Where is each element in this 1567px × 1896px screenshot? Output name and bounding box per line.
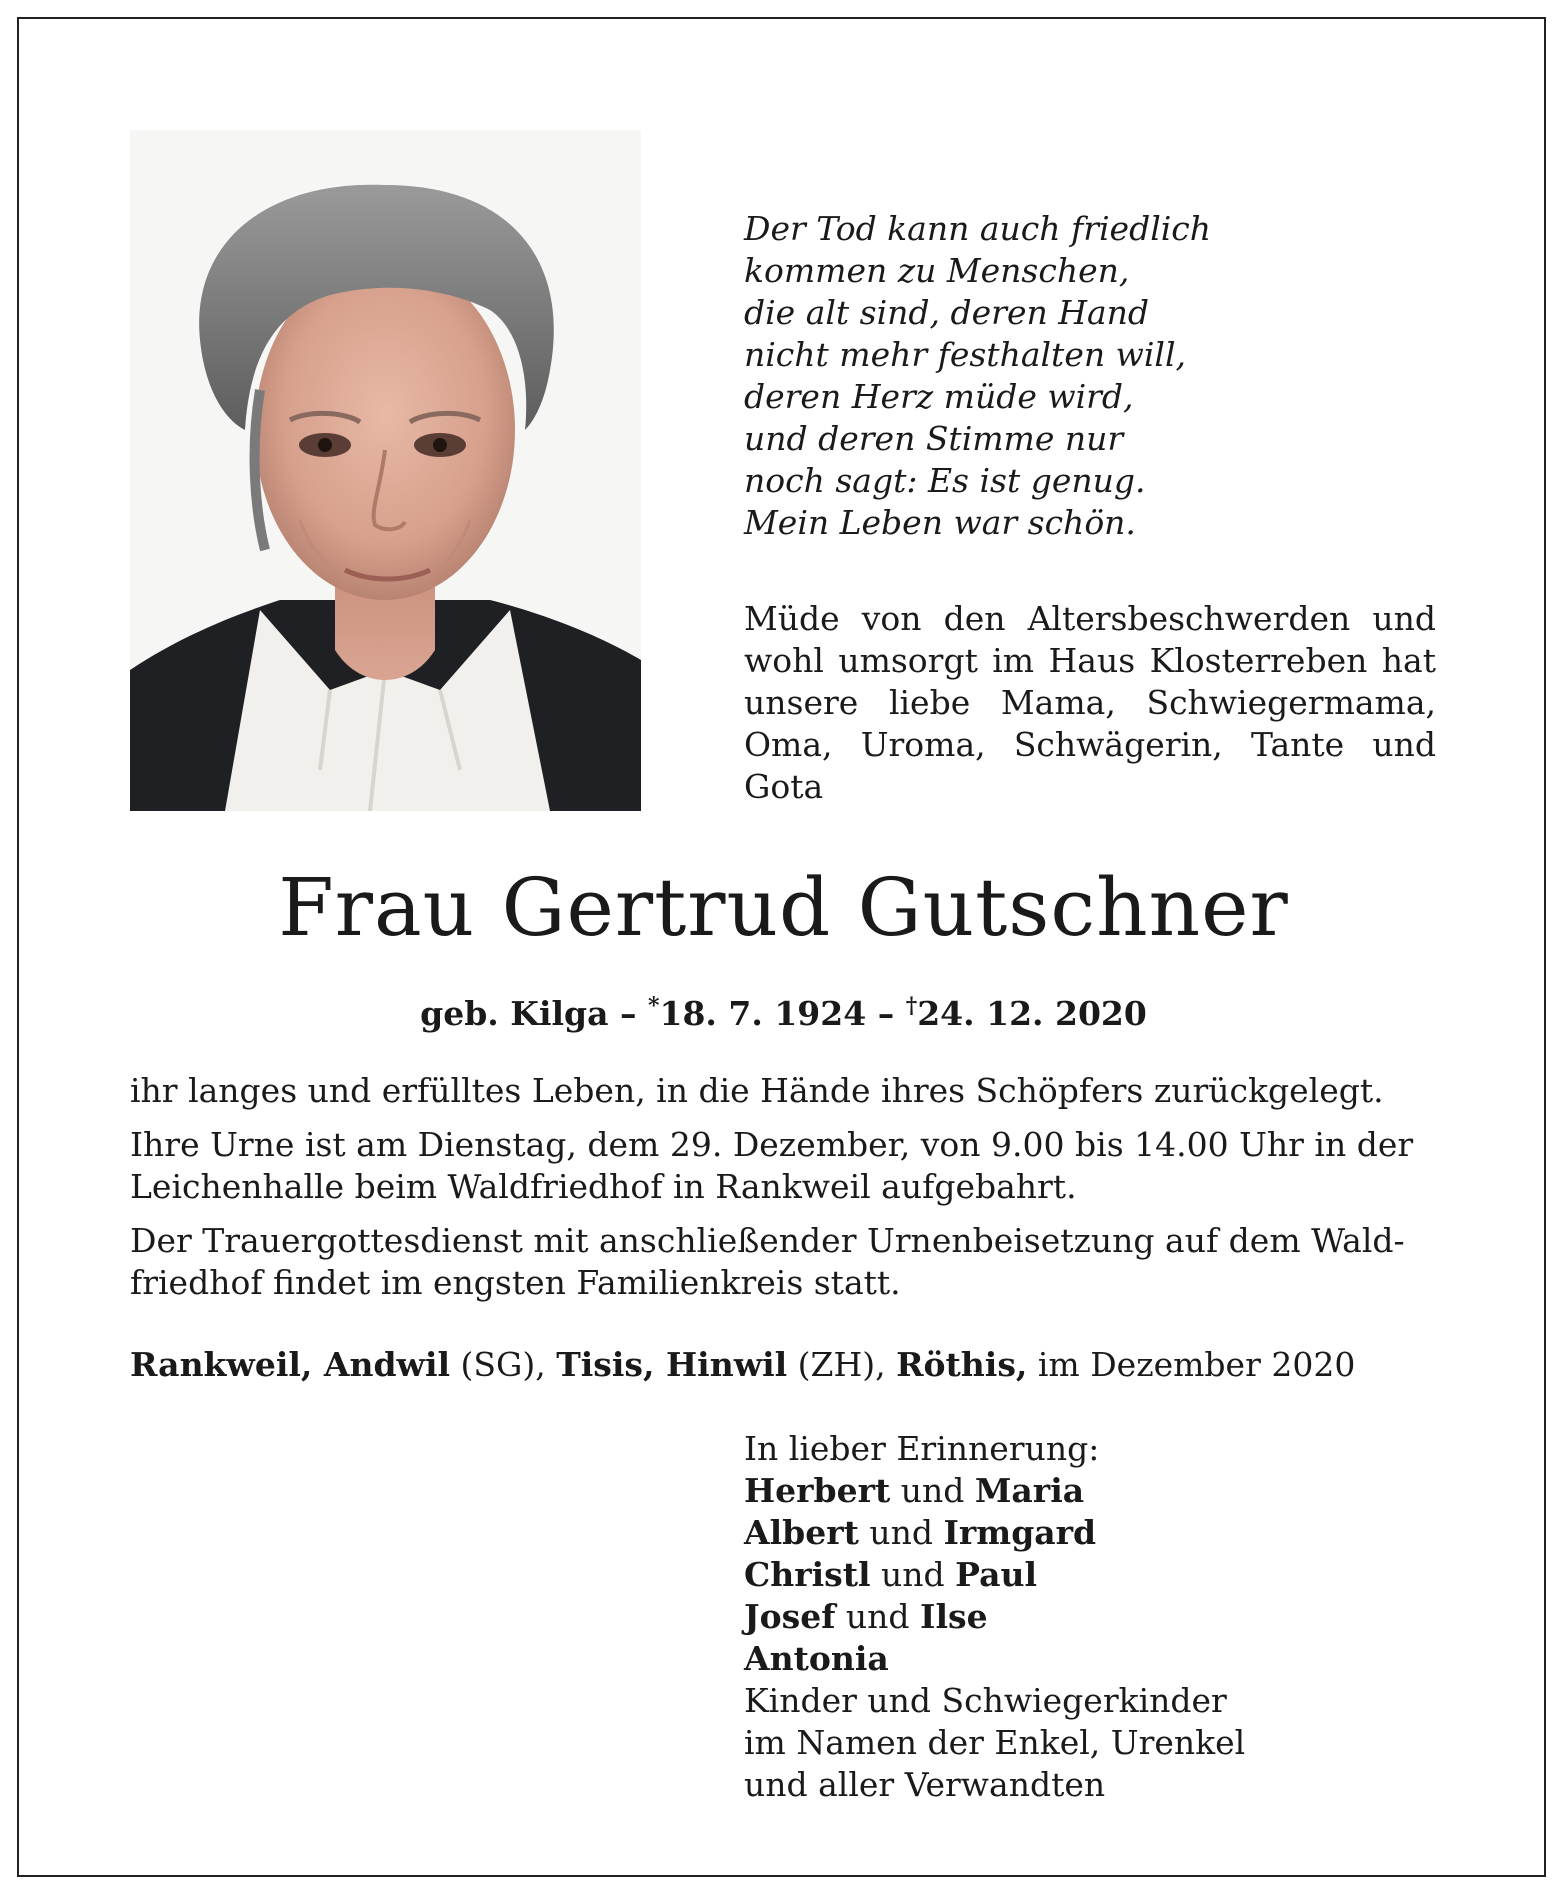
intro-word: Mama, <box>1000 683 1116 722</box>
intro-word: Altersbeschwerden <box>1027 599 1351 638</box>
death-date: 24. 12. 2020 <box>917 994 1147 1033</box>
announcement-body <box>130 1070 1440 1316</box>
poem-line: kommen zu Menschen, <box>744 251 1130 290</box>
intro-word: Klosterreben <box>1149 641 1368 680</box>
intro-word: Haus <box>1048 641 1136 680</box>
family-name: Albert <box>744 1513 859 1552</box>
intro-word: im <box>992 641 1035 680</box>
family-name: Ilse <box>920 1597 988 1636</box>
signoff-tail-line: im Namen der Enkel, Urenkel <box>744 1723 1246 1762</box>
portrait-photo <box>130 130 641 811</box>
body-paragraph <box>130 1070 1440 1112</box>
family-name: Maria <box>974 1471 1085 1510</box>
conjunction: und <box>890 1471 975 1510</box>
intro-word: unsere <box>744 683 859 722</box>
intro-word: und <box>1372 599 1436 638</box>
intro-line <box>744 724 1436 766</box>
intro-word: Oma, <box>744 725 833 764</box>
poem-line: Der Tod kann auch friedlich <box>744 209 1212 248</box>
poem-line: nicht mehr festhalten will, <box>744 335 1186 374</box>
single-name-line <box>744 1638 1444 1680</box>
birth-date: 18. 7. 1924 <box>659 994 867 1033</box>
family-name: Paul <box>955 1555 1038 1594</box>
couple-line <box>744 1554 1444 1596</box>
intro-line <box>744 682 1436 724</box>
maiden-name: geb. Kilga <box>420 994 609 1033</box>
poem <box>744 208 1444 544</box>
couple-line <box>744 1512 1444 1554</box>
death-symbol: † <box>905 993 918 1019</box>
signoff-tail-line: Kinder und Schwiegerkinder <box>744 1681 1227 1720</box>
deceased-name: Frau Gertrud Gutschner <box>278 861 1289 954</box>
body-paragraph <box>130 1220 1440 1304</box>
conjunction: und <box>870 1555 956 1594</box>
family-name: Antonia <box>744 1639 889 1678</box>
signoff-heading: In lieber Erinnerung: <box>744 1429 1100 1468</box>
place-names: Röthis, <box>896 1345 1028 1384</box>
place-names: Rankweil, Andwil <box>130 1345 451 1384</box>
intro-line <box>744 766 1436 808</box>
body-line: Leichenhalle beim Waldfriedhof in Rankweil aufgebahrt. <box>130 1167 1077 1206</box>
family-name: Christl <box>744 1555 871 1594</box>
intro-word: von <box>861 599 922 638</box>
signoff-tail-line: und aller Verwandten <box>744 1765 1106 1804</box>
signoff <box>744 1428 1444 1806</box>
intro-line <box>744 640 1436 682</box>
intro-word: Uroma, <box>860 725 986 764</box>
intro-word: Müde <box>744 599 840 638</box>
separator: – <box>877 994 895 1033</box>
poem-line: die alt sind, deren Hand <box>744 293 1150 332</box>
intro-word: hat <box>1381 641 1436 680</box>
family-name: Herbert <box>744 1471 891 1510</box>
body-line: friedhof findet im engsten Familienkreis statt. <box>130 1263 901 1302</box>
place-note: (SG), <box>450 1345 557 1384</box>
family-name: Irmgard <box>943 1513 1097 1552</box>
poem-line: und deren Stimme nur <box>744 419 1124 458</box>
intro-word: Schwägerin, <box>1013 725 1223 764</box>
conjunction: und <box>858 1513 944 1552</box>
poem-line: Mein Leben war schön. <box>744 503 1136 542</box>
intro-word: Schwiegermama, <box>1146 683 1436 722</box>
intro-word: umsorgt <box>838 641 978 680</box>
intro-word: liebe <box>888 683 971 722</box>
intro-paragraph <box>744 598 1436 808</box>
intro-word: Gota <box>744 767 824 806</box>
places-date-line <box>130 1344 1450 1386</box>
birth-symbol: * <box>647 993 660 1019</box>
date-suffix: im Dezember 2020 <box>1027 1345 1356 1384</box>
place-note: (ZH), <box>787 1345 897 1384</box>
intro-line <box>744 598 1436 640</box>
poem-line: deren Herz müde wird, <box>744 377 1134 416</box>
intro-word: Tante <box>1251 725 1345 764</box>
body-line: Ihre Urne ist am Dienstag, dem 29. Dezember, von 9.00 bis 14.00 Uhr in der <box>130 1125 1414 1164</box>
intro-word: wohl <box>744 641 824 680</box>
couple-line <box>744 1596 1444 1638</box>
body-line: Der Trauergottesdienst mit anschließender Urnenbeisetzung auf dem Wald- <box>130 1221 1405 1260</box>
place-names: Tisis, Hinwil <box>556 1345 788 1384</box>
body-paragraph <box>130 1124 1440 1208</box>
separator: – <box>619 994 637 1033</box>
life-dates <box>0 984 1567 1036</box>
body-line: ihr langes und erfülltes Leben, in die Hände ihres Schöpfers zurückgelegt. <box>130 1071 1384 1110</box>
poem-line: noch sagt: Es ist genug. <box>744 461 1146 500</box>
couple-line <box>744 1470 1444 1512</box>
family-name: Josef <box>744 1597 836 1636</box>
conjunction: und <box>835 1597 921 1636</box>
intro-word: den <box>943 599 1006 638</box>
intro-word: und <box>1372 725 1436 764</box>
